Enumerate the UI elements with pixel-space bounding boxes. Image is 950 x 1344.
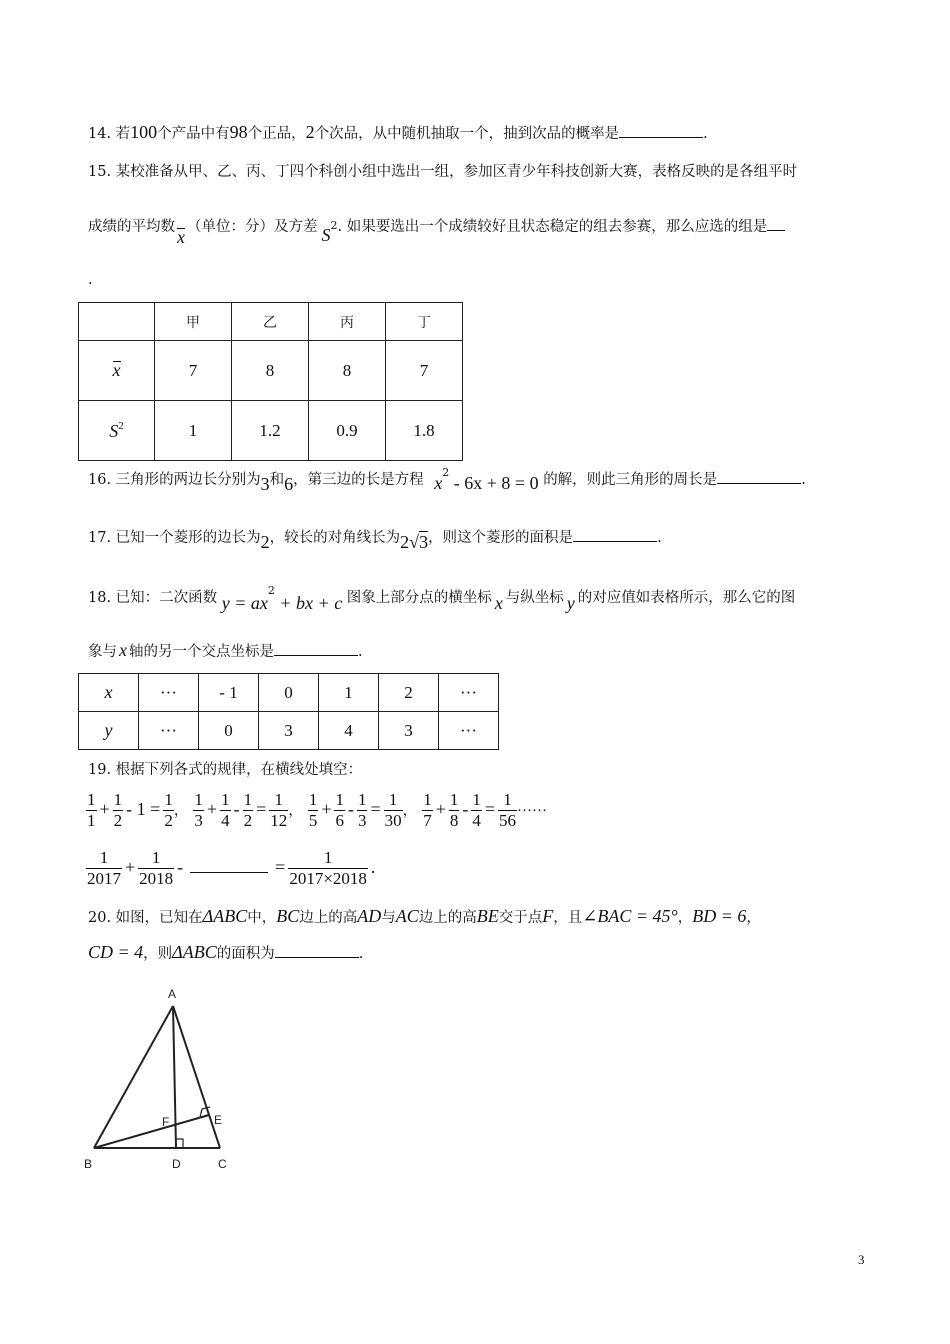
- altitude-ad: [173, 1006, 176, 1148]
- question-14: 14. 若100个产品中有98个正品，2个次品，从中随机抽取一个，抽到次品的概率是 .: [88, 122, 708, 142]
- question-20-line2: CD = 4，则ΔABC的面积为 .: [88, 942, 364, 962]
- question-19-fill: $\frac{1}{2017}$ + $\frac{1}{2018}$ - = $\frac{1}{2017\times 2018}$ .: [87, 848, 376, 888]
- right-angle-d: [176, 1139, 183, 1148]
- label-b: B: [84, 1157, 93, 1171]
- label-c: C: [218, 1157, 227, 1171]
- question-20-line1: 20. 如图，已知在ΔABC中，BC边上的高AD与AC边上的高BE交于点F，且∠BAC = 45°，BD = 6，: [88, 906, 761, 926]
- triangle-figure: [80, 978, 260, 1178]
- x-bar-symbol: x: [177, 227, 185, 247]
- answer-blank[interactable]: [274, 641, 358, 656]
- question-15-line2: 成绩的平均数 x （单位：分）及方差 $S^2$. 如果要选出一个成绩较好且状态稳定的组去参赛，那么应选的组是: [88, 213, 785, 236]
- answer-blank[interactable]: [767, 216, 785, 231]
- question-15-line1: 15. 某校准备从甲、乙、丙、丁四个科创小组中选出一组，参加区青少年科技创新大赛，表格反映的是各组平时: [88, 164, 798, 180]
- answer-blank[interactable]: [573, 527, 657, 542]
- question-17: 17. 已知一个菱形的边长为2，较长的对角线长为2√3，则这个菱形的面积是 .: [88, 526, 662, 547]
- score-table: 甲 乙 丙 丁 x 7 8 8 7 $S^2$ 1 1.2 0.9 1.8: [78, 302, 463, 461]
- label-d: D: [172, 1157, 181, 1171]
- answer-blank[interactable]: [717, 469, 801, 484]
- answer-blank[interactable]: [190, 858, 268, 873]
- answer-blank[interactable]: [619, 123, 703, 138]
- question-18-line1: 18. 已知：二次函数 $y = ax^2$ + bx + c 图象上部分点的横坐标 x 与纵坐标 y 的对应值如表格所示，那么它的图: [88, 584, 796, 613]
- answer-blank[interactable]: [275, 943, 359, 958]
- question-16: 16. 三角形的两边长分别为3和6，第三边的长是方程 $x^2 - 6x + 8 = 0$ 的解，则此三角形的周长是 .: [88, 466, 806, 494]
- page-number: 3: [858, 1252, 865, 1267]
- side-ac: [173, 1006, 223, 1148]
- question-19-pattern: $\frac{1}{1}$ + $\frac{1}{2}$ - 1 = $\frac{1}{2}$ ， $\frac{1}{3}$ + $\frac{1}{4}$ - $\frac{1}{2}$ = $\frac{1}{12}$ ， $\frac{1}{5}$ + $\frac{1}{6}$ - $\frac{1}{3}$ = $\frac{1}{30}$ ， $\frac{1}{7}$ + $\frac{1}{8}$ - $\frac{1}{4}$ = $\frac{1}{56}$ ······: [87, 790, 548, 830]
- label-e: E: [214, 1113, 223, 1127]
- altitude-be: [94, 1115, 209, 1148]
- label-f: F: [162, 1115, 170, 1129]
- value-table: x ··· - 1 0 1 2 ··· y ··· 0 3 4 3 ···: [78, 673, 499, 750]
- label-a: A: [168, 987, 177, 1001]
- question-18-line2: 象与 x 轴的另一个交点坐标是 .: [88, 640, 363, 660]
- question-19-text: 19. 根据下列各式的规律，在横线处填空：: [88, 762, 363, 778]
